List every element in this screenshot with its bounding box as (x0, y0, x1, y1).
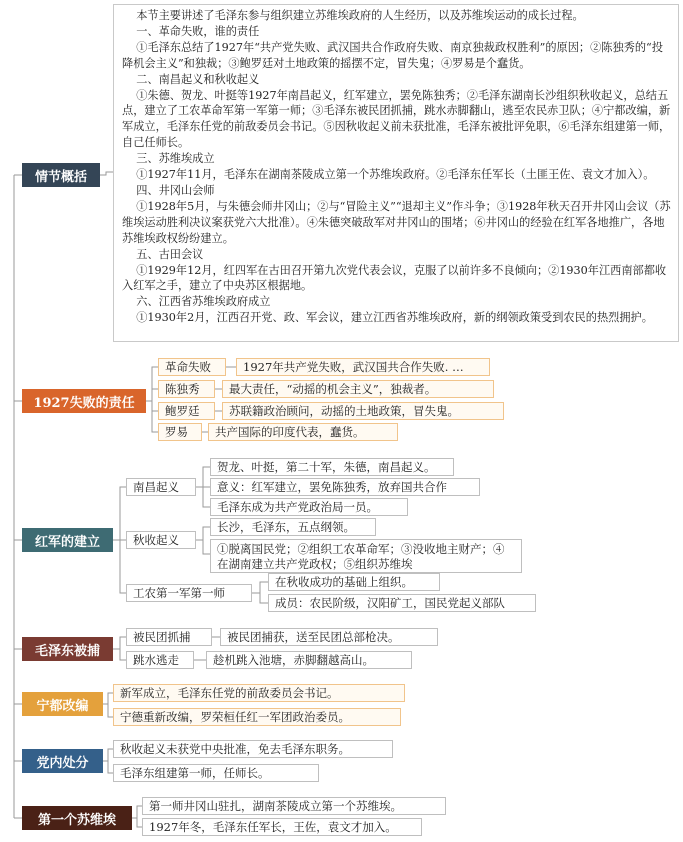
summary-line: 二、南昌起义和秋收起义 (122, 72, 260, 86)
summary-line: ①毛泽东总结了1927年“共产党失败、武汉国共合作政府失败、南京独裁政权胜利”的原因；②陈独秀的“投降机会主义”和独裁；③鲍罗廷对土地政策的摇摆不定，冒失鬼；④罗易是个蠢货。 (122, 40, 663, 70)
first-soviet-detail: 第一师井冈山驻扎，湖南茶陵成立第一个苏维埃。 (142, 797, 446, 815)
ningdu-detail: 宁德重新改编，罗荣桓任红一军团政治委员。 (113, 708, 401, 726)
escape-detail: 趁机跳入池塘，赤脚翻越高山。 (206, 651, 412, 669)
summary-line: ①1930年2月，江西召开党、政、军会议，建立江西省苏维埃政府，新的纲领政策受到农民的热烈拥护。 (122, 311, 653, 325)
punishment-detail: 毛泽东组建第一师，任师长。 (113, 764, 319, 782)
summary-line: ①1929年12月，红四军在古田召开第九次党代表会议，克服了以前许多不良倾向；②1930年江西南部都收入红军之手，建立了中央苏区根据地。 (122, 263, 667, 293)
category-red-army[interactable]: 红军的建立 (22, 528, 113, 552)
responsibility-label[interactable]: 罗易 (158, 423, 202, 441)
first-soviet-detail: 1927年冬，毛泽东任军长，王佐，袁文才加入。 (142, 818, 422, 836)
category-first-soviet[interactable]: 第一个苏维埃 (22, 806, 132, 830)
first-division-node[interactable]: 工农第一军第一师 (126, 584, 252, 602)
nanchang-detail: 意义：红军建立，罢免陈独秀，放弃国共合作 (210, 478, 480, 496)
first-division-detail: 在秋收成功的基础上组织。 (268, 573, 440, 591)
summary-line: 一、革命失败，谁的责任 (122, 24, 260, 38)
summary-line: ①1927年11月，毛泽东在湖南茶陵成立第一个苏维埃政府。②毛泽东任军长（土匪王佐、袁文才加入）。 (122, 168, 655, 182)
responsibility-label[interactable]: 鲍罗廷 (158, 402, 215, 420)
responsibility-label[interactable]: 革命失败 (158, 358, 226, 376)
summary-line: ①朱德、贺龙、叶挺等1927年南昌起义，红军建立，罢免陈独秀；②毛泽东湖南长沙组织秋收起义，总结五点，建立了工农革命军第一军第一师；③毛泽东被民团抓捕，跳水赤脚翻山，逃至农民赤卫队；④宁都改编，新军成立，毛泽东任党的前敌委员会书记。⑤因秋收起义前未获批准，毛泽东被批评免职，⑥毛泽东组建第一师，自己任师长。 (122, 88, 671, 150)
autumn-detail: 长沙，毛泽东，五点纲领。 (210, 518, 376, 536)
summary-line: ①1928年5月，与朱德会师井冈山；②与“冒险主义”“退却主义”作斗争；③1928年秋天召开井冈山会议（苏维埃运动胜利决议案获党六大批准）。④朱德突破敌军对井冈山的围堵；⑥井冈山的经验在红军各地推广，各地苏维埃政权纷纷建立。 (122, 199, 671, 245)
ningdu-detail: 新军成立，毛泽东任党的前敌委员会书记。 (113, 684, 405, 702)
autumn-detail: ①脱离国民党；②组织工农革命军；③没收地主财产；④在湖南建立共产党政权；⑤组织苏维埃 (210, 539, 522, 573)
arrest-detail: 被民团捕获，送至民团总部枪决。 (220, 628, 438, 646)
responsibility-label[interactable]: 陈独秀 (158, 380, 215, 398)
summary-line: 三、苏维埃成立 (122, 152, 215, 166)
punishment-detail: 秋收起义未获党中央批准，免去毛泽东职务。 (113, 740, 393, 758)
category-punishment[interactable]: 党内处分 (22, 749, 103, 773)
category-responsibility-1927[interactable]: 1927失败的责任 (22, 389, 146, 413)
autumn-harvest-node[interactable]: 秋收起义 (126, 531, 196, 549)
nanchang-uprising-node[interactable]: 南昌起义 (126, 478, 196, 496)
responsibility-text: 1927年共产党失败，武汉国共合作失败. … (236, 358, 490, 376)
summary-line: 五、古田会议 (122, 247, 204, 261)
plot-summary-text (113, 4, 679, 342)
responsibility-text: 最大责任，“动摇的机会主义”，独裁者。 (222, 380, 494, 398)
category-arrest[interactable]: 毛泽东被捕 (22, 637, 113, 661)
nanchang-detail: 贺龙、叶挺，第二十军，朱德，南昌起义。 (210, 458, 454, 476)
responsibility-text: 共产国际的印度代表，蠢货。 (208, 423, 398, 441)
first-division-detail: 成员：农民阶级，汉阳矿工，国民党起义部队 (268, 594, 536, 612)
escape-node[interactable]: 跳水逃走 (126, 651, 194, 669)
summary-line: 本节主要讲述了毛泽东参与组织建立苏维埃政府的人生经历，以及苏维埃运动的成长过程。 (122, 9, 584, 22)
nanchang-detail: 毛泽东成为共产党政治局一员。 (210, 498, 408, 516)
summary-line: 四、井冈山会师 (122, 183, 215, 197)
summary-line: 六、江西省苏维埃政府成立 (122, 295, 271, 309)
arrest-node[interactable]: 被民团抓捕 (126, 628, 212, 646)
category-ningdu[interactable]: 宁都改编 (22, 692, 103, 716)
responsibility-text: 苏联籍政治顾问，动摇的土地政策，冒失鬼。 (222, 402, 504, 420)
category-plot-summary[interactable]: 情节概括 (22, 163, 100, 187)
